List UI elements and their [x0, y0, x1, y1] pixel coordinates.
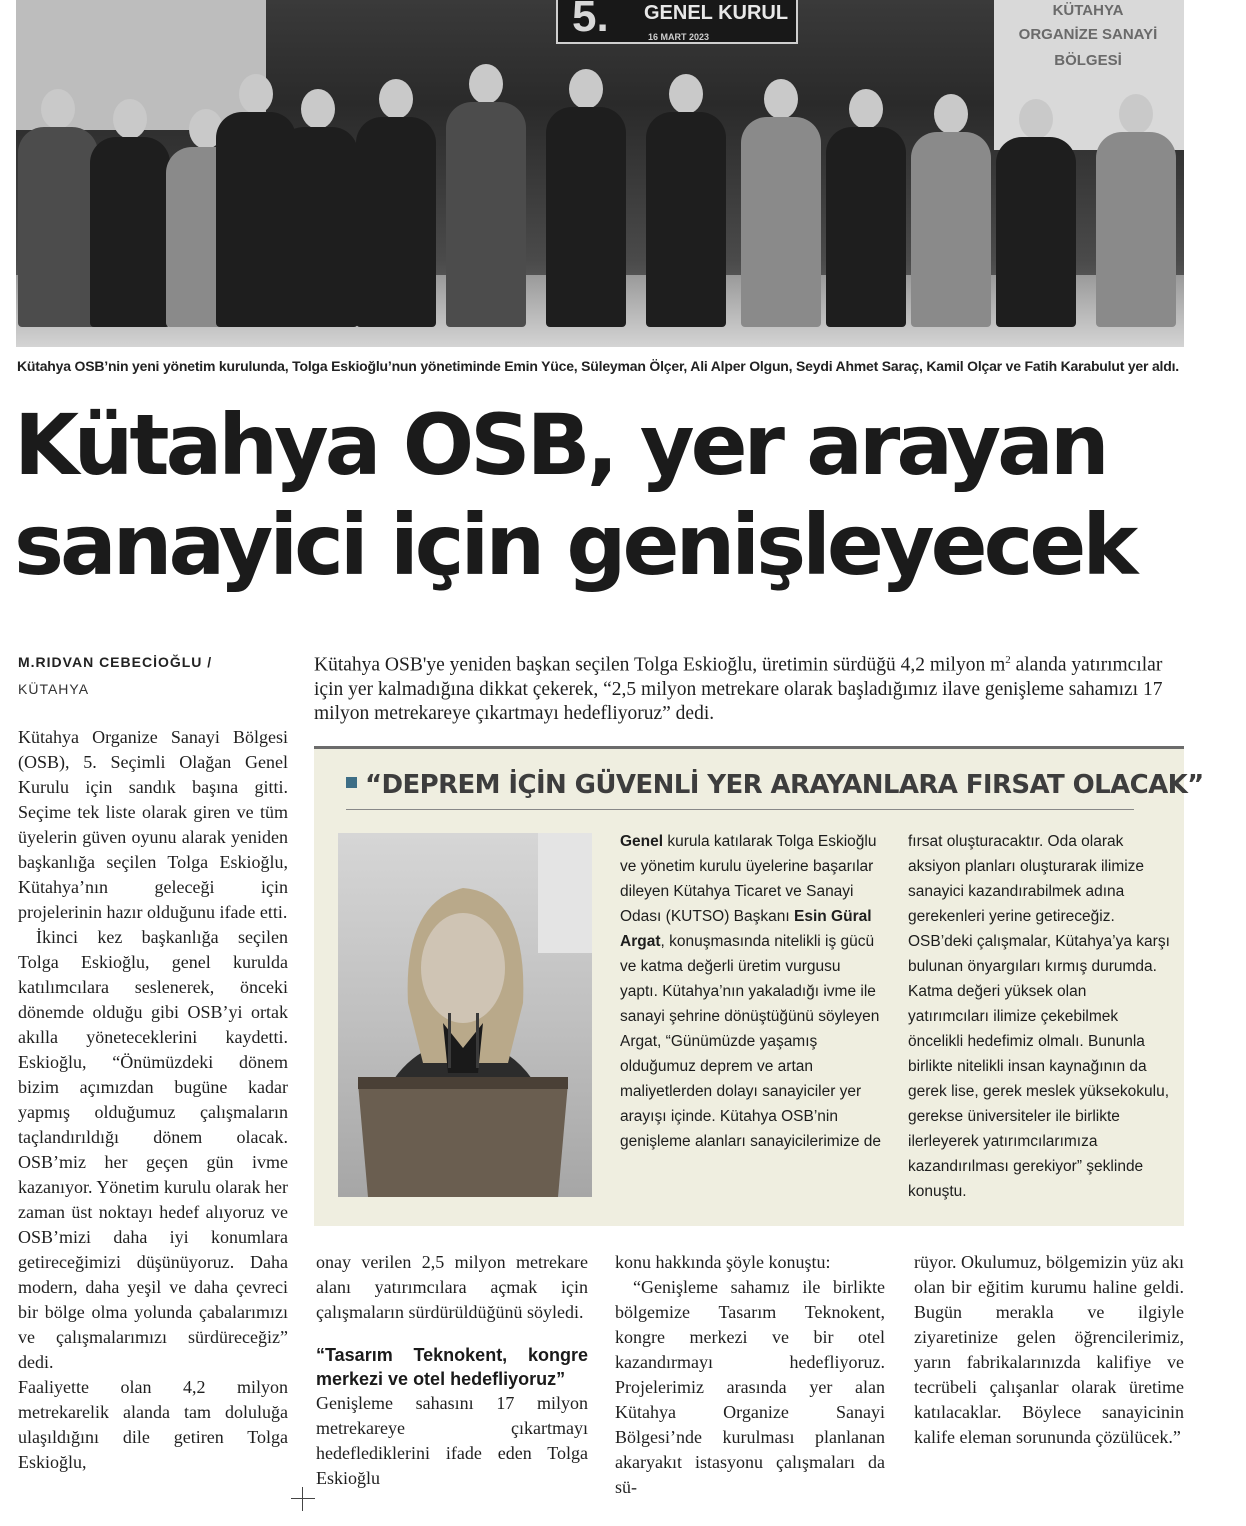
speaker-photo — [338, 833, 592, 1197]
square-bullet-icon — [346, 777, 357, 788]
column2-paragraph-1: onay verilen 2,5 milyon metrekare alanı yatırımcılara açmak için çalışmaların sürdürüldüğünü söyledi. — [316, 1252, 588, 1322]
banner-date: 16 MART 2023 — [648, 32, 710, 42]
photo-caption: Kütahya OSB’nin yeni yönetim kurulunda, Tolga Eskioğlu’nun yönetiminde Emin Yüce, Süleyman Ölçer, Ali Alper Olgun, Seydi Ahmet Saraç, Kamil Olçar ve Fatih Karabulut yer aldı. — [17, 358, 1179, 374]
quote-lead-word: Genel — [620, 833, 664, 850]
column1-paragraph-1: Kütahya Organize Sanayi Bölgesi (OSB), 5. Seçimli Olağan Genel Kurulu için sandık başına gitti. Seçime tek liste olarak giren ve tüm üyelerin güven oyunu alarak yeniden başkanlığa seçilen Tolga Eskioğlu, Kütahya’nın geleceği için projelerinin hazır olduğunu ifade etti. — [18, 727, 288, 922]
column1-paragraph-3: Faaliyette olan 4,2 milyon metrekarelik alanda tam doluluğa ulaşıldığını dile getiren Tolga Eskioğlu, — [18, 1377, 288, 1472]
section-subhead: “Tasarım Teknokent, kongre merkezi ve otel hedefliyoruz” — [316, 1345, 588, 1389]
article-column-3 — [615, 1250, 885, 1500]
person-figure — [18, 89, 98, 327]
column3-paragraph-2: “Genişleme sahamız ile birlikte bölgemize Tasarım Teknokent, kongre merkezi ve bir otel kazandırmayı hedefliyoruz. Projelerimiz arasında yer alan Kütahya Organize Sanayi Bölgesi’nde kurulması planlanan akaryakıt istasyonu çalışmaları da sü- — [615, 1277, 885, 1497]
article-column-2 — [316, 1250, 588, 1491]
quote-box — [314, 746, 1204, 1226]
speaker-name: Esin Güral Argat — [620, 908, 872, 950]
quote-box-column-1 — [620, 829, 882, 1154]
person-figure — [90, 99, 170, 327]
person-figure — [911, 94, 991, 327]
article-column-4 — [914, 1250, 1184, 1450]
person-figure — [546, 69, 626, 327]
column1-paragraph-2: İkinci kez başkanlığa seçilen Tolga Eskioğlu, genel kurulda katılımcılara seslenerek, önceki dönemde olduğu gibi OSB’yi ortak akılla yöneteceklerini kaydetti. Eskioğlu, “Önümüzdeki dönem bizim açımızdan bugüne kadar yapmış olduğumuz çalışmaların taçlandırıldığı dönem olacak. OSB’miz her geçen gün ivme kazanıyor. Yönetim kurulu olarak her zaman üst noktayı hedef alıyoruz ve OSB’mizi daha iyi konumlara getireceğimizi düşünüyoruz. Daha modern, daha yeşil ve daha çevreci bir bölge olma yolunda çabalarımızı ve çalışmalarımızı sürdüreceğiz” dedi. — [18, 927, 288, 1372]
wall-sign-line2: ORGANİZE SANAYİ — [1018, 26, 1158, 43]
banner-number: 5. — [572, 0, 609, 41]
person-figure — [646, 74, 726, 327]
column3-paragraph-1: konu hakkında şöyle konuştu: — [615, 1252, 831, 1272]
quote-text-b: , konuşmasında nitelikli iş gücü ve katma değerli üretim vurgusu yaptı. Kütahya’nın yakaladığı ivme ile sanayi şehrine dönüştüğünü söyleyen Argat, “Günümüzde yaşamış olduğumuz deprem ve artan maliyetlerden dolayı sanayiciler yer arayışı içinde. Kütahya OSB’nin genişleme alanları sanayicilerimize de — [620, 933, 882, 1150]
headline-line1: Kütahya OSB, yer arayan — [14, 396, 1106, 494]
lead-paragraph — [314, 648, 1194, 726]
person-figure — [356, 79, 436, 327]
person-figure — [741, 79, 821, 327]
person-figure — [278, 89, 358, 327]
quote-box-column-2 — [908, 829, 1170, 1204]
byline-author: M.RIDVAN CEBECİOĞLU / — [18, 654, 213, 670]
person-figure — [996, 99, 1076, 327]
column4-paragraph-1: rüyor. Okulumuz, bölgemizin yüz akı olan bir eğitim kurumu haline geldi. Bugün merakla ve ilgiyle ziyaretinize gelen öğrencilerimiz, yarın fabrikalarınızda kalifiye ve tecrübeli çalışanlar olarak üretime katılacaklar. Böylece sanayicinin kalife eleman sorununda çözülücek.” — [914, 1252, 1184, 1447]
lead-text-start: Kütahya OSB'ye yeniden başkan seçilen Tolga Eskioğlu, üretimin sürdüğü 4,2 milyon m — [314, 654, 1006, 676]
wall-sign-line3: BÖLGESİ — [1054, 52, 1122, 69]
quote-box-title-text: “DEPREM İÇİN GÜVENLİ YER ARAYANLARA FIRSAT OLACAK” — [365, 770, 1204, 800]
article-column-1 — [18, 725, 288, 1475]
lead-superscript: 2 — [1005, 654, 1011, 666]
person-figure — [826, 89, 906, 327]
quote-text-c: fırsat oluşturacaktır. Oda olarak aksiyon planları oluşturarak ilimize sanayici kazandırabilmek adına gerekenleri yerine getireceğiz. OSB’deki çalışmalar, Kütahya’ya karşı bulunan önyargıları kırmış durumda. Katma değeri yüksek olan yatırımcıları ilimize çekebilmek öncelikli hedefimiz olmalı. Bununla birlikte nitelikli insan kaynağının da gerek lise, gerek meslek yüksekokulu, gerekse üniversiteler ile birlikte ilerleyerek yatırımcılarımıza kazandırılması gerekiyor” şeklinde konuştu. — [908, 833, 1170, 1200]
headline-line2: sanayici için genişleyecek — [14, 496, 1135, 594]
banner-title: GENEL KURUL — [644, 2, 789, 24]
person-figure — [446, 64, 526, 327]
column2-paragraph-2: Genişleme sahasını 17 milyon metrekareye çıkartmayı hedeflediklerini ifade eden Tolga Eskioğlu — [316, 1393, 588, 1488]
headline — [14, 395, 1194, 595]
quote-box-title — [346, 769, 1204, 810]
quote-text-a: kurula katılarak Tolga Eskioğlu ve yönetim kurulu üyelerine başarılar dileyen Kütahya Ticaret ve Sanayi Odası (KUTSO) Başkanı — [620, 833, 877, 925]
lead-text-end: alanda yatırımcılar için yer kalmadığına dikkat çekerek, “2,5 milyon metrekare olarak başladığımız ilave genişleme sahamızı 17 milyon metrekareye çıkartmayı hedefliyoruz” dedi. — [314, 654, 1163, 724]
person-figure — [1096, 94, 1176, 327]
speaker-illustration — [338, 833, 592, 1197]
group-photo — [16, 0, 1184, 347]
wall-sign-line1: KÜTAHYA — [1052, 2, 1124, 19]
crop-mark-icon — [291, 1487, 315, 1511]
byline-location: KÜTAHYA — [18, 681, 90, 697]
